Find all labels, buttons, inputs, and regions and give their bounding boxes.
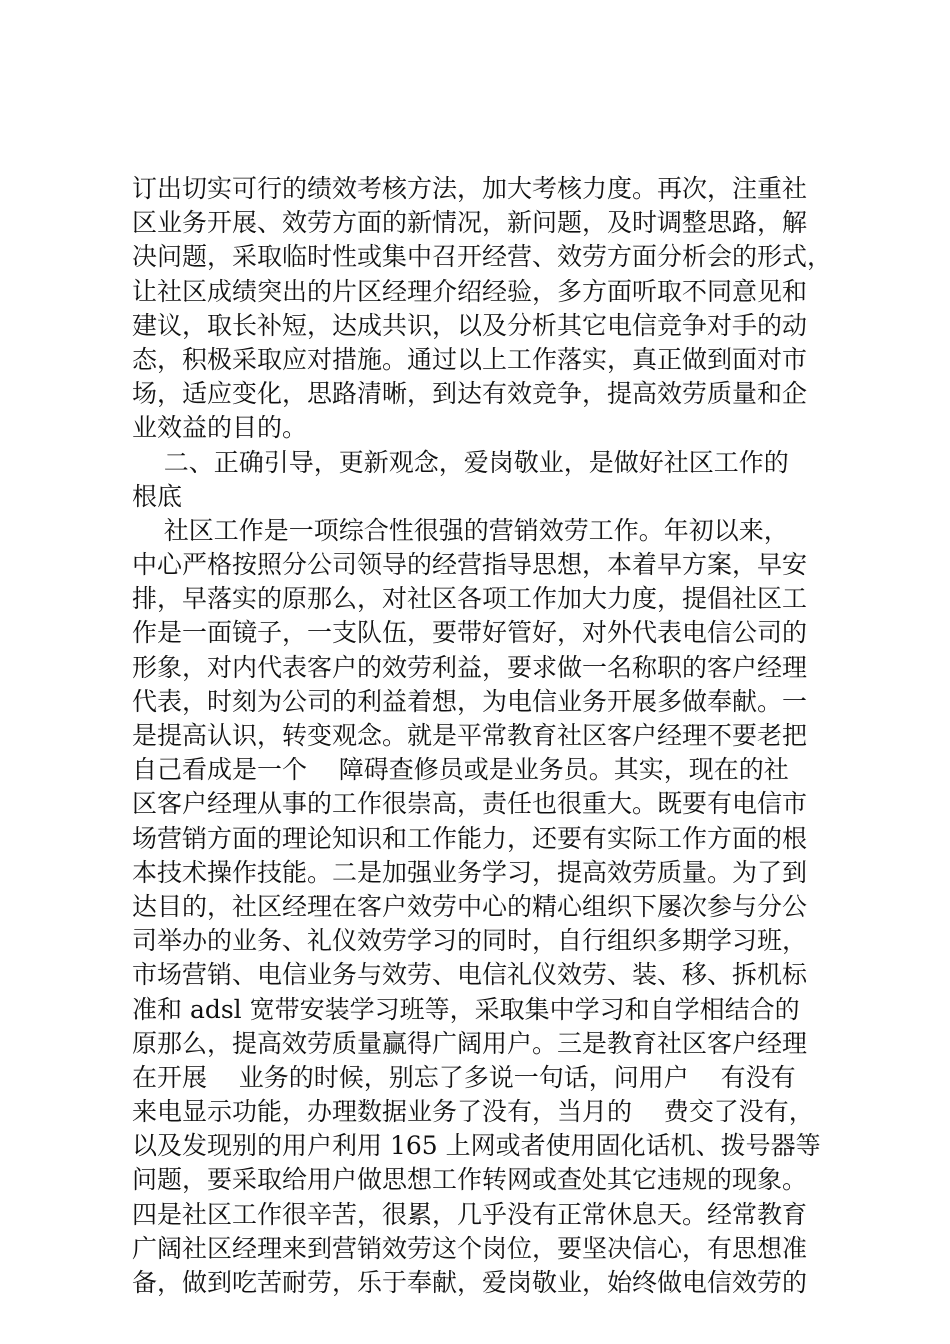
text-line: 场，适应变化，思路清晰，到达有效竞争，提高效劳质量和企 bbox=[132, 379, 808, 409]
text-line: 达目的，社区经理在客户效劳中心的精心组织下屡次参与分公 bbox=[132, 891, 808, 921]
text-line: 形象，对内代表客户的效劳利益，要求做一名称职的客户经理 bbox=[132, 652, 808, 682]
text-line: 原那么，提高效劳质量赢得广阔用户。三是教育社区客户经理 bbox=[132, 1028, 808, 1058]
text-line: 在开展 业务的时候，别忘了多说一句话，问用户 有没有 bbox=[132, 1062, 796, 1092]
text-line: 四是社区工作很辛苦，很累，几乎没有正常休息天。经常教育 bbox=[132, 1199, 808, 1229]
text-line: 决问题，采取临时性或集中召开经营、效劳方面分析会的形式， bbox=[132, 242, 833, 272]
text-line: 市场营销、电信业务与效劳、电信礼仪效劳、装、移、拆机标 bbox=[132, 960, 808, 990]
text-line: 是提高认识，转变观念。就是平常教育社区客户经理不要老把 bbox=[132, 721, 808, 750]
text-line: 区客户经理从事的工作很崇高，责任也很重大。既要有电信市 bbox=[132, 789, 808, 819]
text-line: 备，做到吃苦耐劳，乐于奉献，爱岗敬业，始终做电信效劳的 bbox=[132, 1268, 808, 1297]
text-line: 本技术操作技能。二是加强业务学习，提高效劳质量。为了到 bbox=[132, 857, 808, 887]
text-line: 业效益的目的。 bbox=[132, 413, 308, 443]
text-line: 建议，取长补短，达成共识，以及分析其它电信竞争对手的动 bbox=[132, 310, 808, 340]
text-line: 中心严格按照分公司领导的经营指导思想，本着早方案，早安 bbox=[132, 550, 808, 580]
text-line: 广阔社区经理来到营销效劳这个岗位，要坚决信心，有思想准 bbox=[132, 1233, 808, 1263]
text-line: 排，早落实的原那么，对社区各项工作加大力度，提倡社区工 bbox=[132, 584, 808, 614]
text-line: 区业务开展、效劳方面的新情况，新问题，及时调整思路，解 bbox=[132, 208, 808, 238]
text-line: 态，积极采取应对措施。通过以上工作落实，真正做到面对市 bbox=[132, 344, 808, 374]
text-line: 以及发现别的用户利用 165 上网或者使用固化话机、拨号器等 bbox=[132, 1131, 821, 1161]
text-line: 作是一面镜子，一支队伍，要带好管好，对外代表电信公司的 bbox=[132, 618, 808, 648]
body-text bbox=[132, 172, 832, 1300]
section-heading-line: 二、正确引导，更新观念，爱岗敬业，是做好社区工作的 bbox=[132, 447, 789, 477]
text-line: 场营销方面的理论知识和工作能力，还要有实际工作方面的根 bbox=[132, 823, 808, 853]
text-line: 准和 adsl 宽带安装学习班等，采取集中学习和自学相结合的 bbox=[132, 994, 800, 1024]
text-line: 社区工作是一项综合性很强的营销效劳工作。年初以来， bbox=[132, 515, 789, 545]
text-line: 问题，要采取给用户做思想工作转网或查处其它违规的现象。 bbox=[132, 1165, 808, 1195]
text-line: 来电显示功能，办理数据业务了没有，当月的 费交了没有， bbox=[132, 1097, 814, 1127]
text-line: 订出切实可行的绩效考核方法，加大考核力度。再次，注重社 bbox=[132, 174, 808, 203]
text-line: 自己看成是一个 障碍查修员或是业务员。其实，现在的社 bbox=[132, 755, 789, 785]
text-line: 让社区成绩突出的片区经理介绍经验，多方面听取不同意见和 bbox=[132, 276, 808, 306]
section-heading-line: 根底 bbox=[132, 481, 183, 511]
text-line: 代表，时刻为公司的利益着想，为电信业务开展多做奉献。一 bbox=[132, 686, 808, 716]
text-line: 司举办的业务、礼仪效劳学习的同时，自行组织多期学习班， bbox=[132, 926, 808, 956]
